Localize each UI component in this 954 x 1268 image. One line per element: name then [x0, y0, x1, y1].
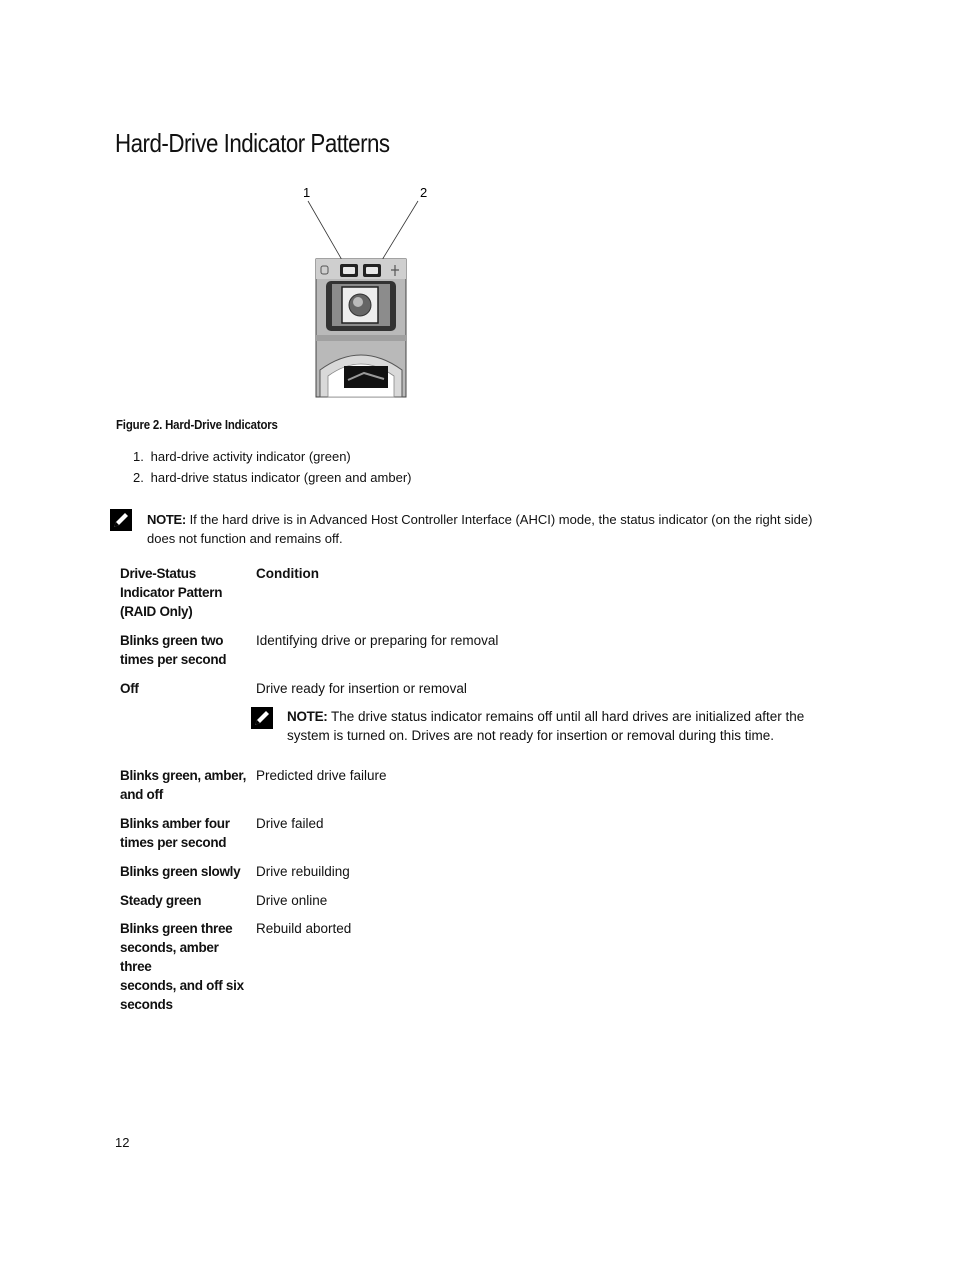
callout-1-label: 1 — [303, 185, 311, 200]
note-pencil-icon — [251, 707, 273, 729]
callout-list — [133, 449, 411, 491]
page-title: Hard-Drive Indicator Patterns — [115, 128, 390, 158]
header-pattern: Drive-Status Indicator Pattern (RAID Only) — [120, 566, 223, 619]
header-condition: Condition — [256, 566, 319, 581]
list-item: 2. hard-drive status indicator (green and amber) — [133, 470, 412, 485]
list-item: 1. hard-drive activity indicator (green) — [133, 449, 351, 464]
hard-drive-figure — [296, 180, 436, 402]
figure-caption: Figure 2. Hard-Drive Indicators — [116, 417, 278, 432]
note-pencil-icon — [110, 509, 132, 531]
page-number: 12 — [115, 1135, 130, 1150]
note-status-off: NOTE: The drive status indicator remains off until all hard drives are initialized after the system is turned on. Drives are not ready for insertion or removal during this time. — [287, 709, 805, 743]
callout-2-label: 2 — [420, 185, 428, 200]
note-ahci: NOTE: If the hard drive is in Advanced Host Controller Interface (AHCI) mode, the status indicator (on the right side) does not function and remains off. — [147, 512, 813, 546]
